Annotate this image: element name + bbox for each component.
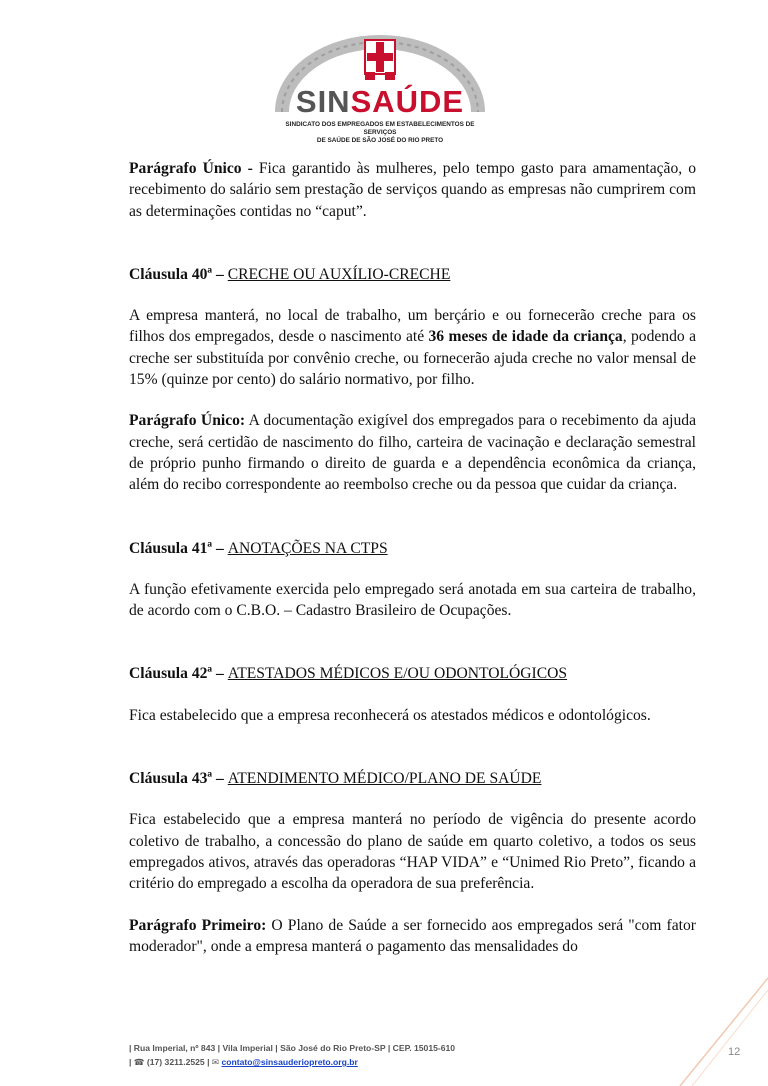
paragraph: Fica estabelecido que a empresa reconhecerá os atestados médicos e odontológicos. — [129, 706, 651, 724]
clause-40-heading: Cláusula 40ª – CRECHE OU AUXÍLIO-CRECHE — [129, 265, 451, 283]
clause-43-heading: Cláusula 43ª – ATENDIMENTO MÉDICO/PLANO DE SAÚDE — [129, 770, 542, 788]
logo-wordmark: SINSAÚDE — [295, 84, 465, 119]
footer-contact — [129, 1055, 455, 1069]
clause-41-heading: Cláusula 41ª – ANOTAÇÕES NA CTPS — [129, 539, 388, 557]
footer-email-link[interactable]: contato@sinsauderiopreto.org.br — [221, 1057, 358, 1067]
paragraph: A empresa manterá, no local de trabalho, um berçário e ou fornecerão creche para os filhos dos empregados, desde o nascimento até 36 meses de idade da criança, podendo a creche ser substituída por convênio creche, ou fornecerão ajuda creche no valor mensal de 15% (quinze por cento) do salário normativo, por filho. — [129, 307, 696, 389]
document-body — [129, 158, 696, 957]
logo-subtitle: SINDICATO DOS EMPREGADOS EM ESTABELECIMENTOS DE SERVIÇOS DE SAÚDE DE SÃO JOSÉ DO RIO PRETO — [285, 121, 475, 144]
sinsaude-logo — [262, 28, 498, 144]
paragraph: Parágrafo Único - Fica garantido às mulheres, pelo tempo gasto para amamentação, o recebimento do salário sem prestação de serviços quando as empresas não cumprirem com as determinações contidas no “caput”. — [129, 160, 696, 220]
clause-42-heading: Cláusula 42ª – ATESTADOS MÉDICOS E/OU ODONTOLÓGICOS — [129, 665, 568, 683]
page-footer — [129, 1041, 455, 1069]
paragraph: Parágrafo Primeiro: O Plano de Saúde a ser fornecido aos empregados será "com fator moderador", onde a empresa manterá o pagamento das mensalidades do — [129, 916, 696, 955]
paragraph: A função efetivamente exercida pelo empregado será anotada em sua carteira de trabalho, de acordo com o C.B.O. – Cadastro Brasileiro de Ocupações. — [129, 580, 696, 620]
paragraph: Parágrafo Único: A documentação exigível dos empregados para o recebimento da ajuda creche, será certidão de nascimento do filho, carteira de vacinação e declaração semestral de próprio punho firmando o direito de guarda e a dependência econômica da criança, além do recibo correspondente ao reembolso creche ou da pessoa que cuidar da criança. — [129, 412, 696, 494]
footer-address: | Rua Imperial, nº 843 | Vila Imperial | São José do Rio Preto-SP | CEP. 15015-610 — [129, 1043, 456, 1053]
footer-phone: | ☎ (17) 3211.2525 | ✉ — [129, 1057, 220, 1067]
page-number: 12 — [728, 1046, 741, 1058]
paragraph: Fica estabelecido que a empresa manterá no período de vigência do presente acordo coletivo de trabalho, a concessão do plano de saúde em quarto coletivo, a todos os seus empregados ativos, através das operadoras “HAP VIDA” e “Unimed Rio Preto”, ficando a critério do empregado a escolha da operadora de sua preferência. — [129, 811, 696, 893]
